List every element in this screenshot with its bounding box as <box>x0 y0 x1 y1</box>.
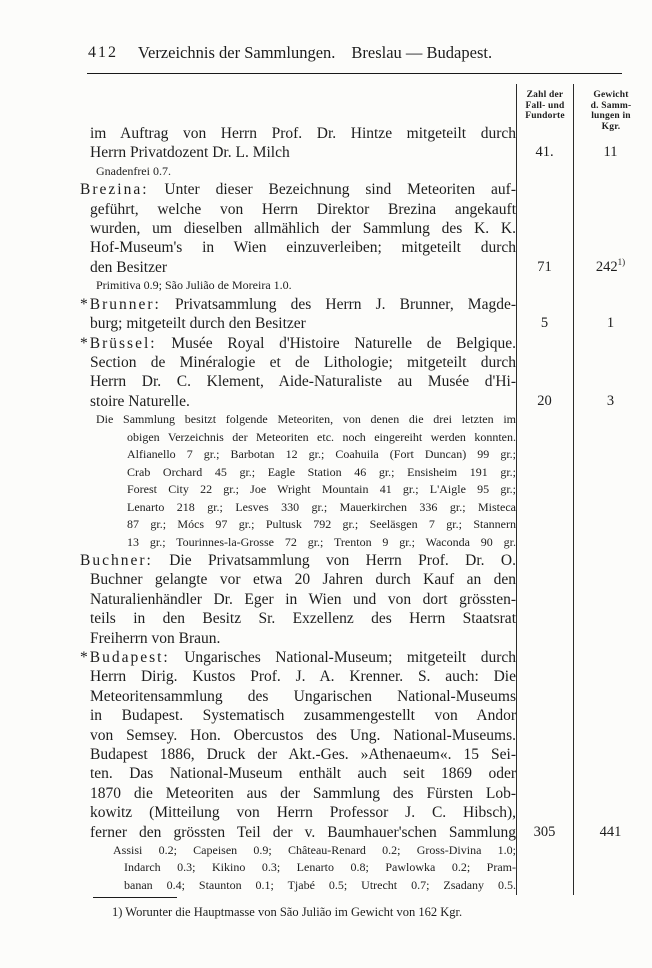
text-line-smallprint: Die Sammlung besitzt folgende Meteoriten, von denen die drei letzten im <box>96 412 516 427</box>
column-header-line: Zahl der <box>526 90 564 100</box>
text-line: Herrn Dr. C. Klement, Aide-Naturaliste au Musée d'Hi- <box>90 373 516 391</box>
text-line: von Semsey. Hon. Obercustos des Ung. National-Museums. <box>90 726 516 744</box>
text-line-smallprint: Forest City 22 gr.; Joe Wright Mountain 41 gr.; L'Aigle 95 gr.; <box>127 482 516 497</box>
value-weight <box>573 258 648 277</box>
value-row-brunner <box>516 314 648 333</box>
text-line: geführt, welche von Herrn Direktor Brezina angekauft <box>90 200 516 218</box>
text-line-smallprint: Alfianello 7 gr.; Barbotan 12 gr.; Coahuila (Fort Duncan) 99 gr.; <box>127 447 516 462</box>
text-line-smallprint: Crab Orchard 45 gr.; Eagle Station 46 gr.; Ensisheim 191 gr.; <box>127 464 516 479</box>
text-line: wurden, um dieselben allmählich der Sammlung des K. K. <box>90 220 516 238</box>
value-weight: 11 <box>603 144 618 161</box>
column-header-line: Gewicht <box>593 90 629 100</box>
running-title-right: Breslau — Budapest. <box>351 43 493 62</box>
text-line: 1870 die Meteoriten aus der Sammlung des Fürsten Lob- <box>90 784 516 802</box>
entry-name: *Brüssel: <box>80 334 157 352</box>
entry-brunner <box>80 295 516 314</box>
value-weight: 3 <box>606 392 615 409</box>
value-fall-count: 5 <box>540 315 549 332</box>
entry-rest: Privatsammlung des Herrn J. Brunner, Magde- <box>160 295 516 313</box>
column-header-line: d. Samm- <box>590 100 632 111</box>
column-header-line: Kgr. <box>601 121 621 132</box>
text-line: teils in den Besitz Sr. Exzellenz des Herrn Staatsrat <box>90 610 516 628</box>
column-header-gewicht <box>574 90 648 132</box>
text-line: Herrn Privatdozent Dr. L. Milch <box>90 144 290 162</box>
text-line: in Budapest. Systematisch zusammengestellt von Andor <box>90 707 516 725</box>
entry-name: *Brunner: <box>80 295 161 313</box>
text-line-smallprint: obigen Verzeichnis der Meteoriten etc. noch eingereiht werden konnten. <box>127 429 516 444</box>
text-line: Budapest 1886, Druck der Akt.-Ges. »Athenaeum«. 15 Sei- <box>90 745 516 763</box>
value-row-brezina <box>516 258 648 277</box>
entry-budapest <box>80 648 516 667</box>
value-fall-count: 305 <box>533 823 556 840</box>
text-line-smallprint: Assisi 0.2; Capeisen 0.9; Château-Renard 0.2; Gross-Divina 1.0; <box>113 842 516 857</box>
entry-buchner <box>80 551 516 570</box>
value-row-milch <box>516 143 648 162</box>
entry-name: Brezina: <box>80 181 149 199</box>
text-line-smallprint: 87 gr.; Mócs 97 gr.; Pultusk 792 gr.; Seeläsgen 7 gr.; Stannern <box>127 517 516 532</box>
column-header-line: Fundorte <box>525 111 565 121</box>
text-line-smallprint: Gnadenfrei 0.7. <box>96 163 171 178</box>
text-line: kowitz (Mitteilung von Herrn Professor J. C. Hibsch), <box>90 804 516 822</box>
value-weight: 441 <box>599 823 622 840</box>
text-line-smallprint: banan 0.4; Staunton 0.1; Tjabé 0.5; Utrecht 0.7; Zsadany 0.5. <box>124 877 516 892</box>
value-row-bruessel <box>516 392 648 411</box>
entry-name: *Budapest: <box>80 649 170 667</box>
column-header-line: lungen in <box>591 111 631 121</box>
column-header-line: Fall- und <box>525 100 565 111</box>
table-column-rule-left <box>516 84 517 895</box>
text-line-smallprint: 13 gr.; Tourinnes-la-Grosse 72 gr.; Trenton 9 gr.; Waconda 90 gr. <box>127 534 516 549</box>
entry-rest: Musée Royal d'Histoire Naturelle de Belgique. <box>156 334 516 352</box>
text-line-smallprint: Indarch 0.3; Kikino 0.3; Lenarto 0.8; Pawlowka 0.2; Pram- <box>124 860 516 875</box>
value-fall-count: 41. <box>535 144 554 161</box>
value-fall-count: 20 <box>537 392 552 409</box>
text-line: ferner den grössten Teil der v. Baumhauer'schen Sammlung <box>90 823 516 841</box>
column-header-fall-fundorte <box>517 90 573 122</box>
table-column-rule-right <box>573 84 574 895</box>
entry-rest: Die Privatsammlung von Herrn Prof. Dr. O. <box>152 552 516 570</box>
entry-rest: Ungarisches National-Museum; mitgeteilt durch <box>169 649 516 667</box>
entry-brezina <box>80 180 516 199</box>
value-weight: 1 <box>606 315 615 332</box>
text-line: im Auftrag von Herrn Prof. Dr. Hintze mitgeteilt durch <box>90 125 516 142</box>
page-number: 412 <box>88 44 118 61</box>
value-fall-count: 71 <box>537 258 552 275</box>
value-weight-number: 242 <box>595 258 618 275</box>
entry-rest: Unter dieser Bezeichnung sind Meteoriten auf- <box>148 181 516 199</box>
text-line: Naturalienhändler Dr. Eger in Wien und von dort grössten- <box>90 590 516 608</box>
text-line: Meteoritensammlung des Ungarischen National-Museums <box>90 687 516 705</box>
text-line: Hof-Museum's in Wien einzuverleiben; mitgeteilt durch <box>90 239 516 257</box>
running-title-left: Verzeichnis der Sammlungen. <box>137 43 336 62</box>
text-line: ten. Das National-Museum enthält auch seit 1869 oder <box>90 765 516 783</box>
text-line: Herrn Dirig. Kustos Prof. J. A. Krenner. S. auch: Die <box>90 668 516 686</box>
footnote-rule <box>93 897 177 898</box>
text-line: Freiherrn von Braun. <box>90 629 221 647</box>
text-line: stoire Naturelle. <box>90 392 190 410</box>
running-title <box>90 43 540 63</box>
text-line: Section de Minéralogie et de Lithologie; mitgeteilt durch <box>90 353 516 371</box>
value-row-budapest <box>516 823 648 842</box>
entry-name: Buchner: <box>80 552 153 570</box>
entry-bruessel <box>80 334 516 353</box>
text-line: Buchner gelangte vor etwa 20 Jahren durch Kauf an den <box>90 571 516 589</box>
footnote-marker: 1) <box>617 257 626 268</box>
header-rule <box>87 73 622 74</box>
body-text <box>80 124 516 894</box>
text-line-smallprint: Primitiva 0.9; São Julião de Moreira 1.0. <box>96 278 292 293</box>
text-line: den Besitzer <box>90 258 168 276</box>
footnote-text: 1) Worunter die Hauptmasse von São Julião im Gewicht von 162 Kgr. <box>112 905 463 919</box>
text-line-smallprint: Lenarto 218 gr.; Lesves 330 gr.; Mauerkirchen 336 gr.; Misteca <box>127 499 516 514</box>
text-line: burg; mitgeteilt durch den Besitzer <box>90 315 306 333</box>
